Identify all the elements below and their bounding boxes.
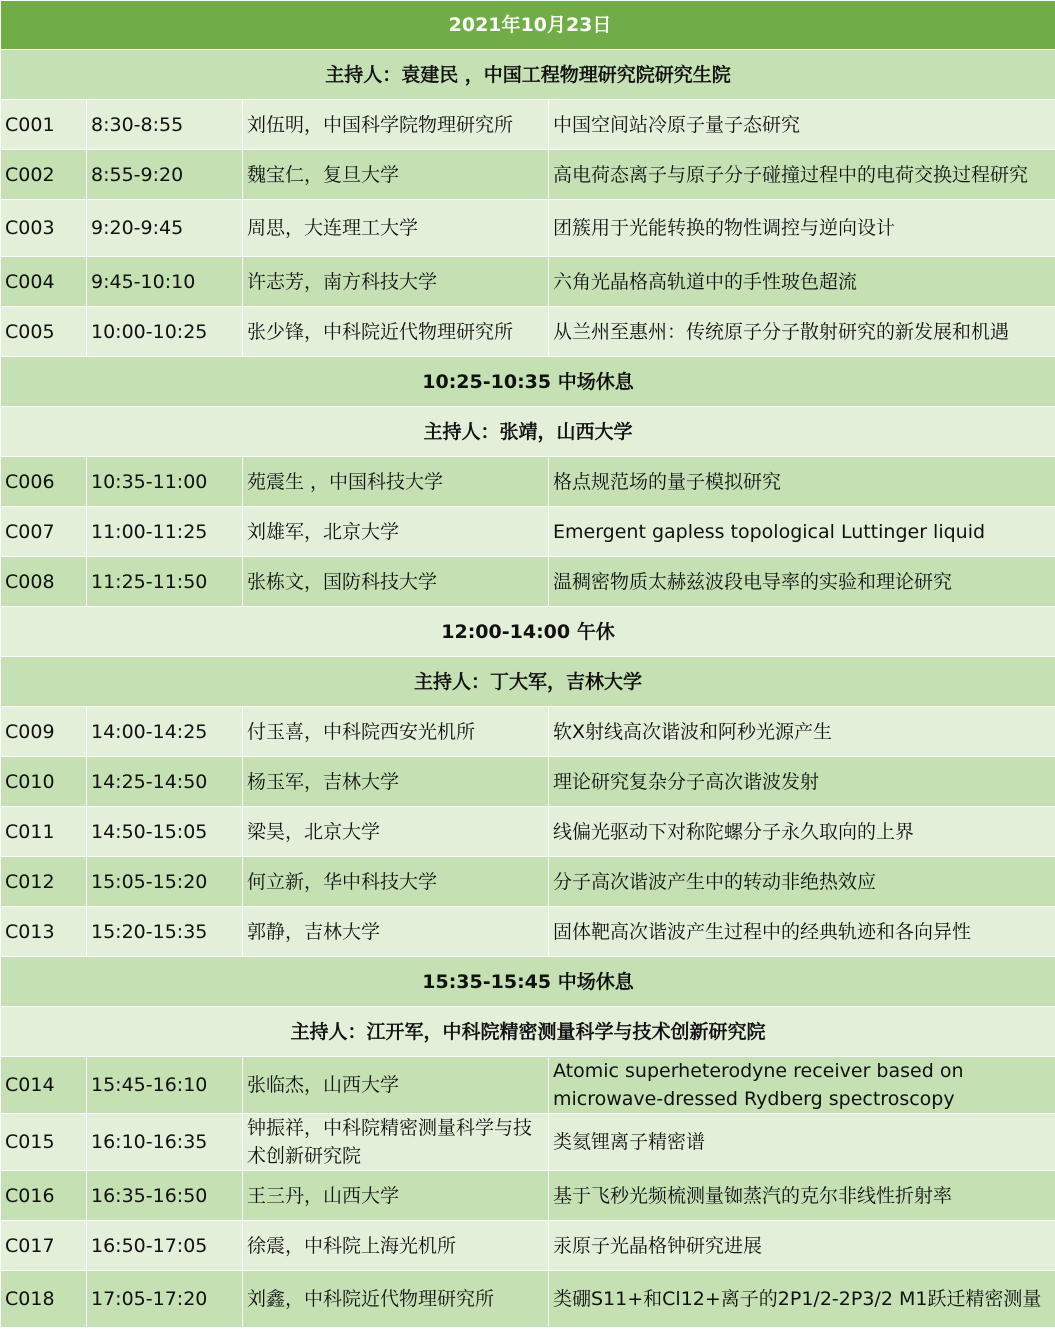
talk-topic: 软X射线高次谐波和阿秒光源产生 xyxy=(549,707,1055,757)
talk-time: 10:00-10:25 xyxy=(87,307,243,357)
talk-id: C005 xyxy=(1,307,87,357)
talk-id: C009 xyxy=(1,707,87,757)
talk-id: C006 xyxy=(1,457,87,507)
talk-id: C010 xyxy=(1,757,87,807)
talk-id: C015 xyxy=(1,1114,87,1171)
talk-topic: 团簇用于光能转换的物性调控与逆向设计 xyxy=(549,200,1055,257)
talk-topic: 六角光晶格高轨道中的手性玻色超流 xyxy=(549,257,1055,307)
host-row: 主持人：江开军，中科院精密测量科学与技术创新研究院 xyxy=(1,1007,1055,1057)
host-row: 主持人：张靖，山西大学 xyxy=(1,407,1055,457)
talk-time: 14:50-15:05 xyxy=(87,807,243,857)
table-row xyxy=(1,100,1055,150)
talk-topic: 类氦锂离子精密谱 xyxy=(549,1114,1055,1171)
talk-speaker: 苑震生 ，中国科技大学 xyxy=(243,457,549,507)
break-row: 12:00-14:00 午休 xyxy=(1,607,1055,657)
table-row xyxy=(1,857,1055,907)
talk-speaker: 王三丹，山西大学 xyxy=(243,1171,549,1221)
talk-id: C001 xyxy=(1,100,87,150)
table-row xyxy=(1,507,1055,557)
table-row xyxy=(1,1114,1055,1171)
talk-speaker: 郭静，吉林大学 xyxy=(243,907,549,957)
talk-topic: Atomic superheterodyne receiver based on microwave-dressed Rydberg spectroscopy xyxy=(549,1057,1055,1114)
host-row: 主持人：袁建民 ，中国工程物理研究院研究生院 xyxy=(1,50,1055,100)
table-row xyxy=(1,1057,1055,1114)
talk-time: 16:50-17:05 xyxy=(87,1221,243,1271)
table-row xyxy=(1,200,1055,257)
date-title: 2021年10月23日 xyxy=(1,1,1055,50)
talk-speaker: 许志芳，南方科技大学 xyxy=(243,257,549,307)
talk-id: C017 xyxy=(1,1221,87,1271)
talk-time: 14:00-14:25 xyxy=(87,707,243,757)
talk-time: 14:25-14:50 xyxy=(87,757,243,807)
talk-speaker: 刘伍明，中国科学院物理研究所 xyxy=(243,100,549,150)
talk-time: 9:20-9:45 xyxy=(87,200,243,257)
table-row xyxy=(1,707,1055,757)
talk-time: 15:45-16:10 xyxy=(87,1057,243,1114)
talk-time: 15:20-15:35 xyxy=(87,907,243,957)
talk-id: C004 xyxy=(1,257,87,307)
talk-id: C003 xyxy=(1,200,87,257)
table-row xyxy=(1,257,1055,307)
talk-speaker: 张栋文，国防科技大学 xyxy=(243,557,549,607)
table-row xyxy=(1,1221,1055,1271)
talk-speaker: 魏宝仁，复旦大学 xyxy=(243,150,549,200)
host-row: 主持人：丁大军，吉林大学 xyxy=(1,657,1055,707)
talk-time: 11:00-11:25 xyxy=(87,507,243,557)
talk-speaker: 周思，大连理工大学 xyxy=(243,200,549,257)
talk-topic: 汞原子光晶格钟研究进展 xyxy=(549,1221,1055,1271)
talk-topic: 高电荷态离子与原子分子碰撞过程中的电荷交换过程研究 xyxy=(549,150,1055,200)
table-row xyxy=(1,1271,1055,1328)
table-row xyxy=(1,907,1055,957)
talk-speaker: 张少锋，中科院近代物理研究所 xyxy=(243,307,549,357)
talk-time: 16:35-16:50 xyxy=(87,1171,243,1221)
talk-speaker: 何立新，华中科技大学 xyxy=(243,857,549,907)
table-row xyxy=(1,557,1055,607)
talk-time: 8:30-8:55 xyxy=(87,100,243,150)
talk-id: C018 xyxy=(1,1271,87,1328)
talk-topic: 线偏光驱动下对称陀螺分子永久取向的上界 xyxy=(549,807,1055,857)
talk-topic: 温稠密物质太赫兹波段电导率的实验和理论研究 xyxy=(549,557,1055,607)
table-row xyxy=(1,150,1055,200)
table-row xyxy=(1,457,1055,507)
table-row xyxy=(1,757,1055,807)
table-row xyxy=(1,307,1055,357)
table-row xyxy=(1,807,1055,857)
talk-speaker: 刘雄军，北京大学 xyxy=(243,507,549,557)
talk-speaker: 徐震，中科院上海光机所 xyxy=(243,1221,549,1271)
talk-id: C016 xyxy=(1,1171,87,1221)
talk-topic: 类硼S11+和Cl12+离子的2P1/2-2P3/2 M1跃迁精密测量 xyxy=(549,1271,1055,1328)
talk-speaker: 刘鑫，中科院近代物理研究所 xyxy=(243,1271,549,1328)
talk-id: C011 xyxy=(1,807,87,857)
table-row xyxy=(1,1171,1055,1221)
talk-time: 8:55-9:20 xyxy=(87,150,243,200)
talk-speaker: 付玉喜，中科院西安光机所 xyxy=(243,707,549,757)
talk-topic: 从兰州至惠州：传统原子分子散射研究的新发展和机遇 xyxy=(549,307,1055,357)
talk-time: 9:45-10:10 xyxy=(87,257,243,307)
talk-topic: Emergent gapless topological Luttinger liquid xyxy=(549,507,1055,557)
talk-time: 15:05-15:20 xyxy=(87,857,243,907)
talk-id: C013 xyxy=(1,907,87,957)
talk-id: C007 xyxy=(1,507,87,557)
talk-topic: 固体靶高次谐波产生过程中的经典轨迹和各向异性 xyxy=(549,907,1055,957)
talk-speaker: 张临杰，山西大学 xyxy=(243,1057,549,1114)
talk-topic: 中国空间站冷原子量子态研究 xyxy=(549,100,1055,150)
break-row: 15:35-15:45 中场休息 xyxy=(1,957,1055,1007)
talk-time: 11:25-11:50 xyxy=(87,557,243,607)
talk-topic: 格点规范场的量子模拟研究 xyxy=(549,457,1055,507)
talk-time: 10:35-11:00 xyxy=(87,457,243,507)
talk-speaker: 钟振祥，中科院精密测量科学与技术创新研究院 xyxy=(243,1114,549,1171)
talk-time: 16:10-16:35 xyxy=(87,1114,243,1171)
talk-id: C002 xyxy=(1,150,87,200)
talk-id: C014 xyxy=(1,1057,87,1114)
talk-topic: 基于飞秒光频梳测量铷蒸汽的克尔非线性折射率 xyxy=(549,1171,1055,1221)
talk-speaker: 杨玉军，吉林大学 xyxy=(243,757,549,807)
talk-topic: 分子高次谐波产生中的转动非绝热效应 xyxy=(549,857,1055,907)
talk-id: C012 xyxy=(1,857,87,907)
talk-speaker: 梁昊，北京大学 xyxy=(243,807,549,857)
break-row: 10:25-10:35 中场休息 xyxy=(1,357,1055,407)
talk-time: 17:05-17:20 xyxy=(87,1271,243,1328)
talk-id: C008 xyxy=(1,557,87,607)
talk-topic: 理论研究复杂分子高次谐波发射 xyxy=(549,757,1055,807)
